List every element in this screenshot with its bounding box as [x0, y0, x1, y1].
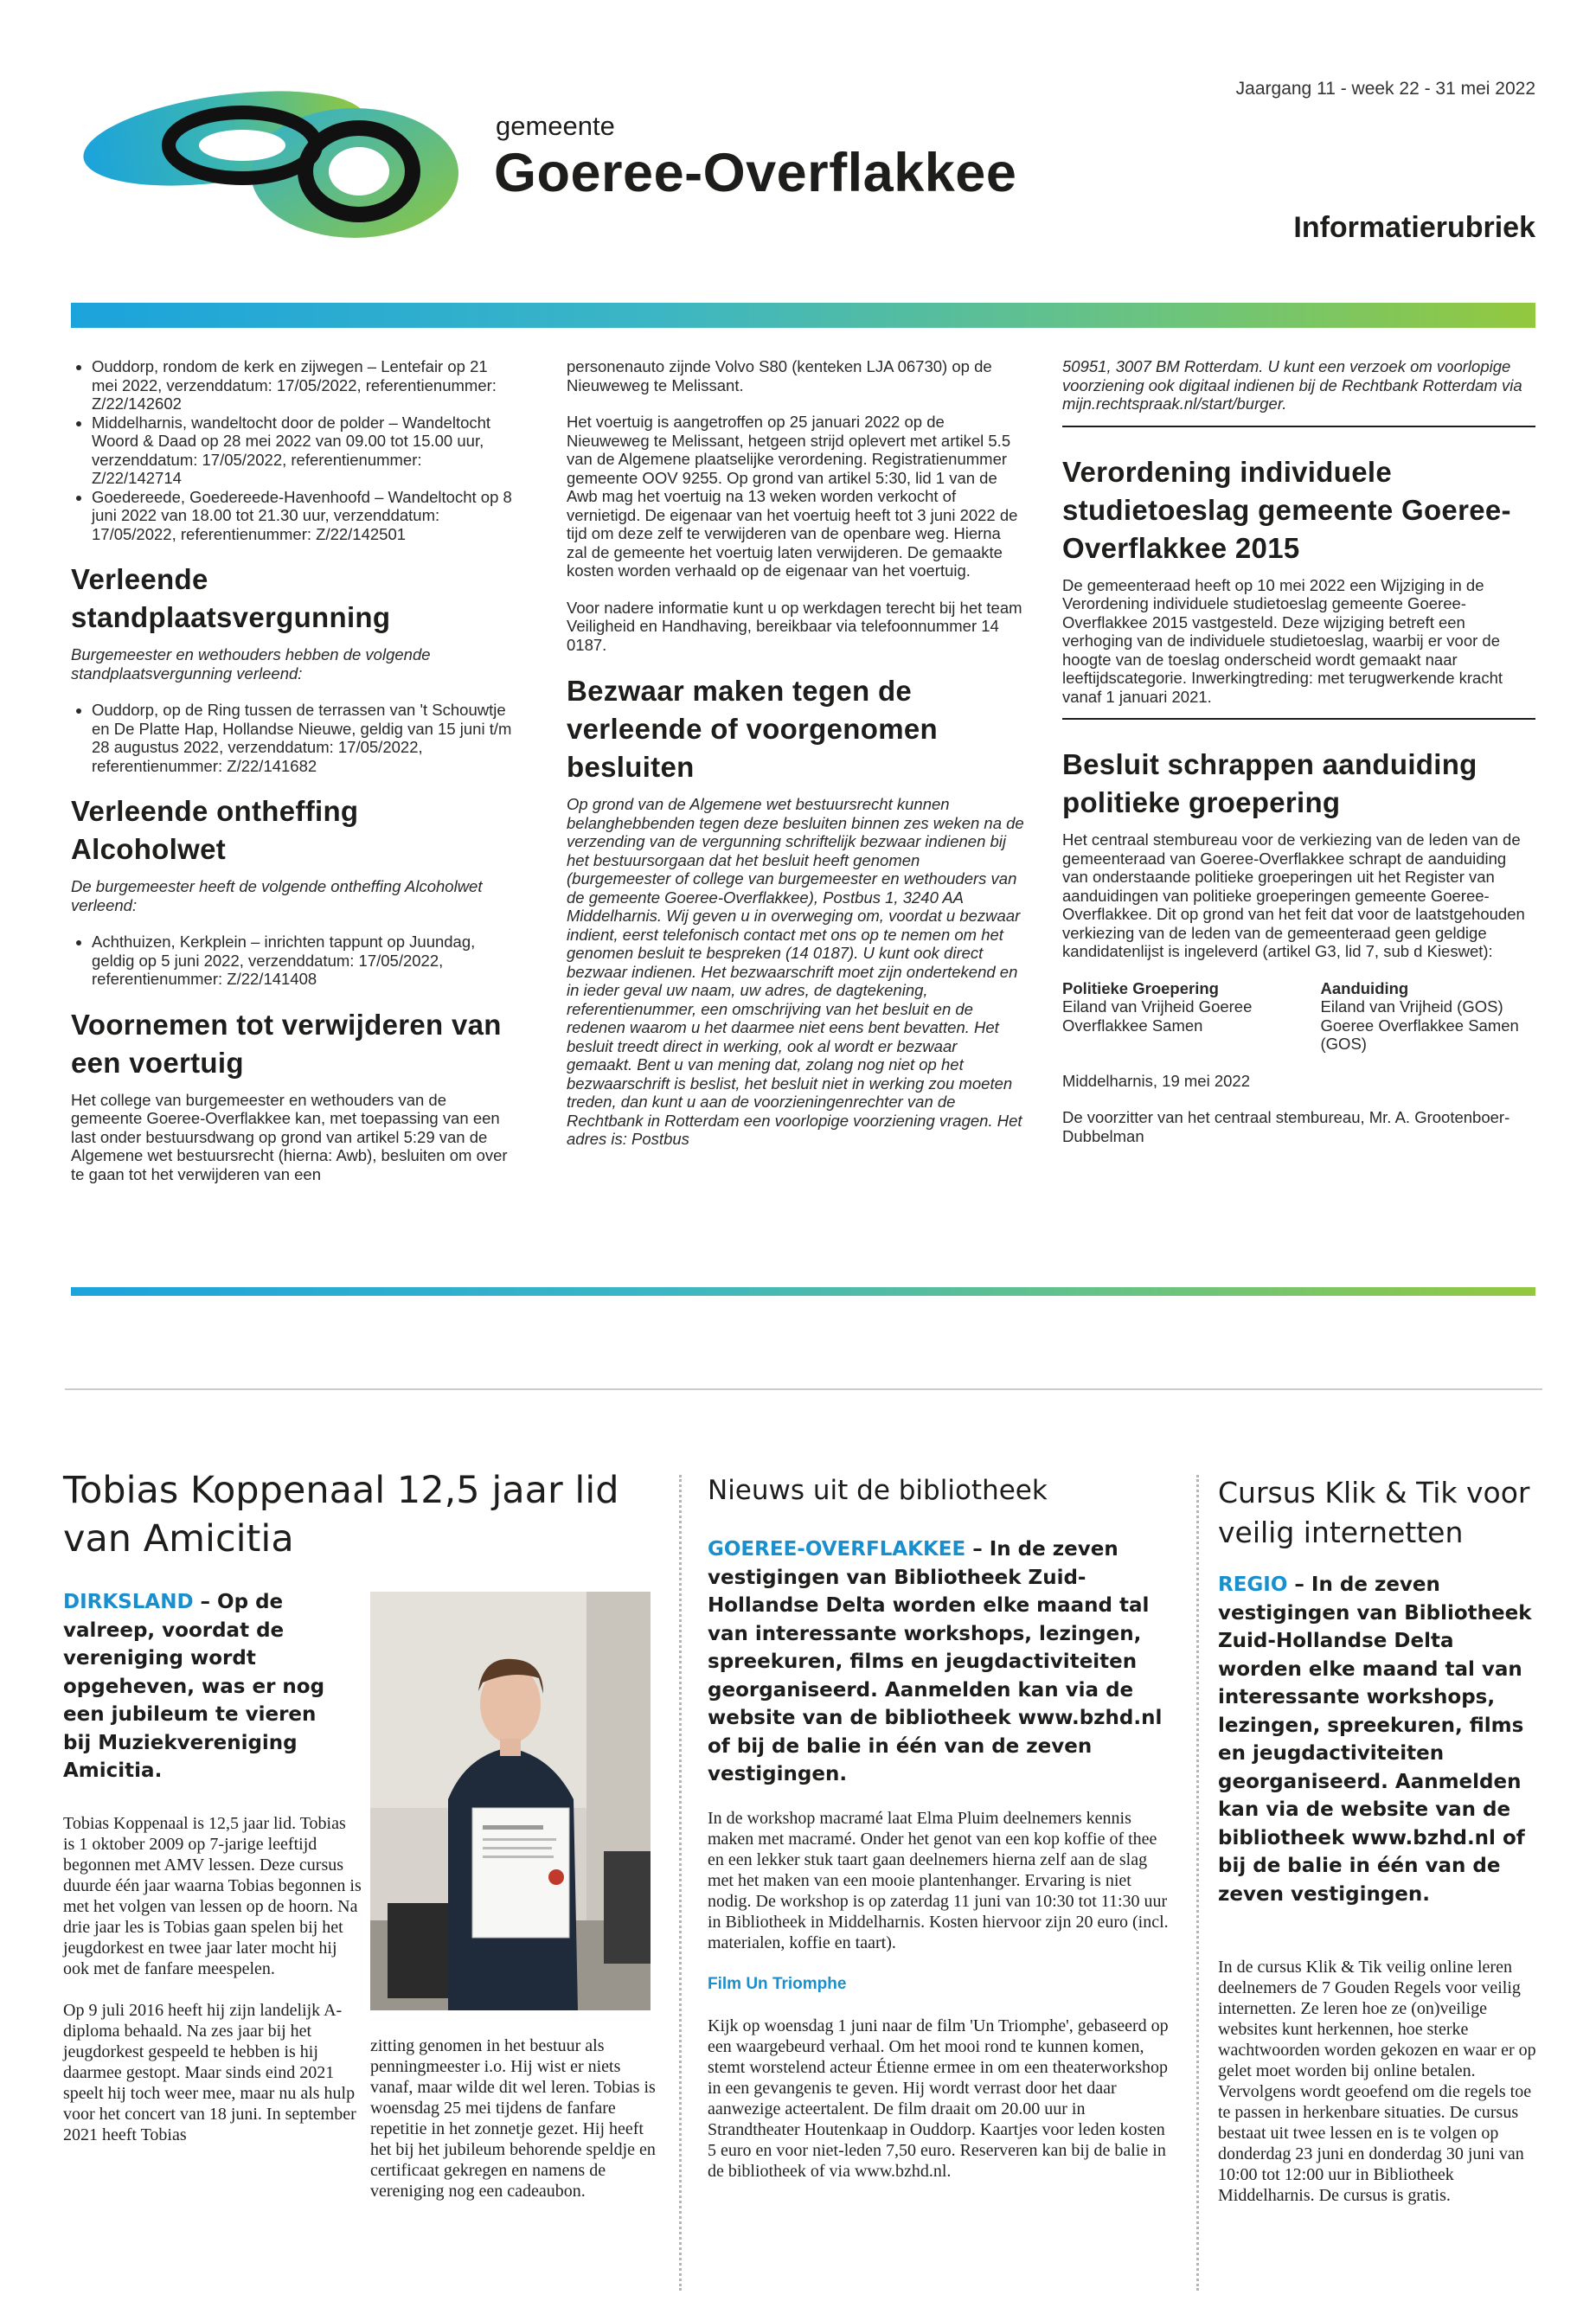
subheading: Film Un Triomphe: [708, 1975, 847, 1993]
location-tag: REGIO: [1218, 1574, 1288, 1596]
divider: [1062, 426, 1535, 427]
section-separator: [65, 1388, 1542, 1390]
paragraph: In de cursus Klik & Tik veilig online leren deelnemers de 7 Gouden Regels voor veilig internetten. Ze leren hoe ze (on)veilige websites kunt herkennen, hoe sterke wachtwoorden worden gekozen en waar er op gelet moet worden bij online betalen. Vervolgens wordt geoefend om die regels toe te passen in herkenbare situaties. De cursus bestaat uit twee lessen en is te volgen op donderdag 23 juni en donderdag 30 juni van 10:00 tot 12:00 uur in Bibliotheek Middelharnis. De cursus is gratis.: [1218, 1958, 1536, 2205]
heading-besluit: Besluit schrappen aanduiding politieke groepering: [1062, 748, 1477, 818]
table-header: Aanduiding: [1320, 978, 1409, 997]
heading-studietoeslag: Verordening individuele studietoeslag gemeente Goeree-Overflakkee 2015: [1062, 455, 1511, 564]
list-item: • Ouddorp, rondom de kerk en zijwegen – Lentefair op 21 mei 2022, verzenddatum: 17/05/2022, referentienummer: Z/22/142602: [92, 357, 514, 413]
column-divider: [1196, 1475, 1199, 2291]
article-body-tobias-cont: [370, 2035, 656, 2222]
divider: [1062, 718, 1535, 720]
list-item: • Middelharnis, wandeltocht door de polder – Wandeltocht Woord & Daad op 28 mei 2022 van 09.00 tot 15.00 uur, verzenddatum: 17/05/2022, referentienummer: Z/22/142714: [92, 413, 514, 488]
location-tag: DIRKSLAND: [63, 1591, 194, 1613]
place-date: Middelharnis, 19 mei 2022: [1062, 1071, 1250, 1090]
signature-text: De voorzitter van het centraal stembureau, Mr. A. Grootenboer-Dubbelman: [1062, 1108, 1510, 1145]
groepering-table: [1062, 979, 1535, 1054]
column-divider: [679, 1475, 682, 2291]
heading-alcohol: Verleende ontheffing Alcoholwet: [71, 795, 359, 865]
article-lead-kliktik: [1218, 1571, 1538, 1908]
column-2: [567, 357, 1025, 1167]
heading-standplaats: Verleende standplaatsvergunning: [71, 563, 391, 633]
column-3: [1062, 357, 1535, 1163]
alcohol-intro: De burgemeester heeft de volgende ontheffing Alcoholwet verleend:: [71, 877, 483, 914]
org-prefix: gemeente: [496, 111, 615, 141]
standplaats-intro: Burgemeester en wethouders hebben de volgende standplaatsvergunning verleend:: [71, 645, 431, 683]
article-title-kliktik: Cursus Klik & Tik voor veilig internetten: [1218, 1476, 1530, 1549]
paragraph: In de workshop macramé laat Elma Pluim deelnemers kennis maken met macramé. Onder het genot van een kop koffie of thee en een lekker stuk taart gaan deelnemers hierna zelf aan de slag met het maken van een mooie plantenhanger. Ervaring is niet nodig. De workshop is op zaterdag 11 juni van 10:30 tot 11:30 uur in Bibliotheek in Middelharnis. Kosten hiervoor zijn 20 euro (incl. materialen, koffie en taart).: [708, 1809, 1169, 1952]
table-cell: Eiland van Vrijheid (GOS) Goeree Overflakkee Samen (GOS): [1320, 997, 1519, 1053]
article-body-kliktik: [1218, 1957, 1538, 2227]
studietoeslag-text: De gemeenteraad heeft op 10 mei 2022 een Wijziging in de Verordening individuele studietoeslag gemeente Goeree-Overflakkee 2015 vastgesteld. Deze wijziging betreft een verhoging van de individuele studietoeslag, waarbij er voor de hoogte van de toeslag onderscheid wordt gemaakt naar leeftijdscategorie. Inwerkingtreding: met terugwerkende kracht vanaf 1 januari 2021.: [1062, 575, 1503, 706]
article-title-tobias: Tobias Koppenaal 12,5 jaar lid van Amicitia: [63, 1469, 619, 1561]
article-body-bibliotheek: [708, 1808, 1175, 2202]
column-1: [71, 357, 514, 1202]
heading-bezwaar: Bezwaar maken tegen de verleende of voorgenomen besluiten: [567, 675, 938, 783]
lead-text: – In de zeven vestigingen van Bibliotheek Zuid-Hollandse Delta worden elke maand tal van interessante workshops, lezingen, spreekuren, films en jeugdactiviteiten georganiseerd. Aanmelden kan via de website van de bibliotheek www.bzhd.nl of bij de balie in één van de zeven vestigingen.: [708, 1538, 1163, 1785]
list-item: • Achthuizen, Kerkplein – inrichten tappunt op Juundag, geldig op 5 juni 2022, verzenddatum: 17/05/2022, referentienummer: Z/22/141408: [92, 933, 514, 989]
paragraph: personenauto zijnde Volvo S80 (kenteken LJA 06730) op de Nieuweweg te Melissant.: [567, 357, 992, 394]
article-title-bibliotheek: Nieuws uit de bibliotheek: [708, 1475, 1048, 1506]
location-tag: GOEREE-OVERFLAKKEE: [708, 1538, 966, 1561]
article-body-tobias: [63, 1813, 362, 2166]
table-cell: Eiland van Vrijheid Goeree Overflakkee Samen: [1062, 997, 1253, 1035]
heading-voertuig: Voornemen tot verwijderen van een voertuig: [71, 1008, 502, 1079]
article-lead-bibliotheek: [708, 1535, 1175, 1789]
header-gradient-bar: [71, 303, 1535, 328]
voertuig-text: Het college van burgemeester en wethouders van de gemeente Goeree-Overflakkee kan, met toepassing van een last onder bestuursdwang op grond van artikel 5:29 van de Algemene wet bestuursrecht (hierna: Awb), besluiten om over te gaan tot het verwijderen van een: [71, 1090, 508, 1183]
besluit-text: Het centraal stembureau voor de verkiezing van de leden van de gemeenteraad van Goeree-Overflakkee schrapt de aanduiding van onderstaande politieke groeperingen uit het Register van aanduidingen van politieke groeperingen gemeente Goeree-Overflakkee. Dit op grond van het feit dat voor de laatstgehouden verkiezing van de leden van de gemeenteraad geen geldige kandidatenlijst is ingeleverd (artikel G3, lid 7, sub d Kieswet):: [1062, 830, 1525, 960]
org-name: Goeree-Overflakkee: [494, 143, 1017, 203]
tobias-photo: [370, 1592, 651, 2010]
paragraph: zitting genomen in het bestuur als penningmeester i.o. Hij wist er niets vanaf, maar wilde dit wel leren. Tobias is woensdag 25 mei tijdens de fanfare repetitie in het zonnetje gezet. Hij heeft het bij het jubileum behorende speldje en certificaat gekregen en namens de vereniging nog een cadeaubon.: [370, 2036, 656, 2201]
section-title: Informatierubriek: [1293, 211, 1535, 244]
lead-text: – Op de valreep, voordat de vereniging wordt opgeheven, was er nog een jubileum te vieren bij Muziekvereniging Amicitia.: [63, 1591, 325, 1782]
table-header: Politieke Groepering: [1062, 978, 1219, 997]
lead-text: – In de zeven vestigingen van Bibliotheek Zuid-Hollandse Delta worden elke maand tal van interessante workshops, lezingen, spreekuren, films en jeugdactiviteiten georganiseerd. Aanmelden kan via de website van de bibliotheek www.bzhd.nl of bij de balie in één van de zeven vestigingen.: [1218, 1574, 1532, 1906]
bezwaar-text: Op grond van de Algemene wet bestuursrecht kunnen belanghebbenden tegen deze besluiten binnen zes weken na de verzending van de vergunning schriftelijk bezwaar indienen bij het bestuursorgaan dat het besluit heeft genomen (burgemeester of college van burgemeester en wethouders van de gemeente Goeree-Overflakkee), Postbus 1, 3240 AA Middelharnis. Wij geven u in overweging om, voordat u bezwaar indient, eerst telefonisch contact met ons op te nemen om het genomen besluit te bespreken (14 0187). U kunt ook direct bezwaar indienen. Het bezwaarschrift moet zijn ondertekend en in ieder geval uw naam, uw adres, de dagtekening, referentienummer, een omschrijving van het besluit en de redenen waarom u het daarmee niet eens bent bevatten. Het besluit treedt direct in werking, ook al wordt er bezwaar gemaakt. Bent u van mening dat, zolang nog niet op het bezwaarschrift is beslist, het besluit niet in werking zou moeten treden, dan kunt u aan de voorzieningenrechter van de Rechtbank in Rotterdam een voorlopige voorziening vragen. Het adres is: Postbus: [567, 795, 1024, 1148]
article-lead-tobias: [63, 1588, 340, 1785]
paragraph: Kijk op woensdag 1 juni naar de film 'Un Triomphe', gebaseerd op een waargebeurd verhaal. Om het mooi rond te kunnen komen, stemt worstelend acteur Étienne ermee in om een theaterworkshop in een gevangenis te geven. Hij wordt verrast door het daar aanwezige acteertalent. De film draait om 20.00 uur in Strandtheater Houtenkaap in Ouddorp. Kaartjes voor leden kosten 5 euro en voor niet-leden 7,50 euro. Reserveren kan bij de balie in de bibliotheek of via www.bzhd.nl.: [708, 2016, 1169, 2181]
event-list: [71, 357, 514, 543]
paragraph: Voor nadere informatie kunt u op werkdagen terecht bij het team Veiligheid en Handhaving, bereikbaar via telefoonnummer 14 0187.: [567, 598, 1022, 654]
issue-info: Jaargang 11 - week 22 - 31 mei 2022: [1235, 79, 1535, 99]
paragraph: Het voertuig is aangetroffen op 25 januari 2022 op de Nieuweweg te Melissant, hetgeen strijd oplevert met artikel 5.5 van de Algemene plaatselijke verordening. Registratienummer gemeente OOV 9255. Op grond van artikel 5:30, lid 1 van de Awb mag het voertuig na 13 weken worden verkocht of vernietigd. De eigenaar van het voertuig heeft tot 3 juni 2022 de tijd om deze zelf te verwijderen van de openbare weg. Hierna zal de gemeente het voertuig laten verwijderen. De gemaakte kosten worden verhaald op de eigenaar van het voertuig.: [567, 413, 1018, 580]
list-item: • Ouddorp, op de Ring tussen de terrassen van 't Schouwtje en De Platte Hap, Hollandse Nieuwe, geldig van 15 juni t/m 28 augustus 2022, verzenddatum: 17/05/2022, referentienummer: Z/22/141682: [92, 701, 514, 775]
paragraph: 50951, 3007 BM Rotterdam. U kunt een verzoek om voorlopige voorziening ook digitaal indienen bij de Rechtbank Rotterdam via mijn.rechtspraak.nl/start/burger.: [1062, 357, 1522, 413]
footer-gradient-bar: [71, 1287, 1535, 1296]
list-item: • Goedereede, Goedereede-Havenhoofd – Wandeltocht op 8 juni 2022 van 18.00 tot 21.30 uur, verzenddatum: 17/05/2022, referentienummer: Z/22/142501: [92, 488, 514, 544]
paragraph: Tobias Koppenaal is 12,5 jaar lid. Tobias is 1 oktober 2009 op 7-jarige leeftijd begonnen met AMV lessen. Deze cursus duurde één jaar waarna Tobias begonnen is met het volgen van lessen op de hoorn. Na drie jaar les is Tobias gaan spelen bij het jeugdorkest en twee jaar later mocht hij ook met de fanfare meespelen.: [63, 1814, 362, 1978]
municipality-logo: [69, 78, 484, 242]
paragraph: Op 9 juli 2016 heeft hij zijn landelijk A-diploma behaald. Na zes jaar bij het jeugdorkest gespeeld te hebben is hij daarmee gestopt. Maar sinds eind 2021 speelt hij toch weer mee, maar nu als hulp voor het concert van 18 juni. In september 2021 heeft Tobias: [63, 2001, 356, 2144]
